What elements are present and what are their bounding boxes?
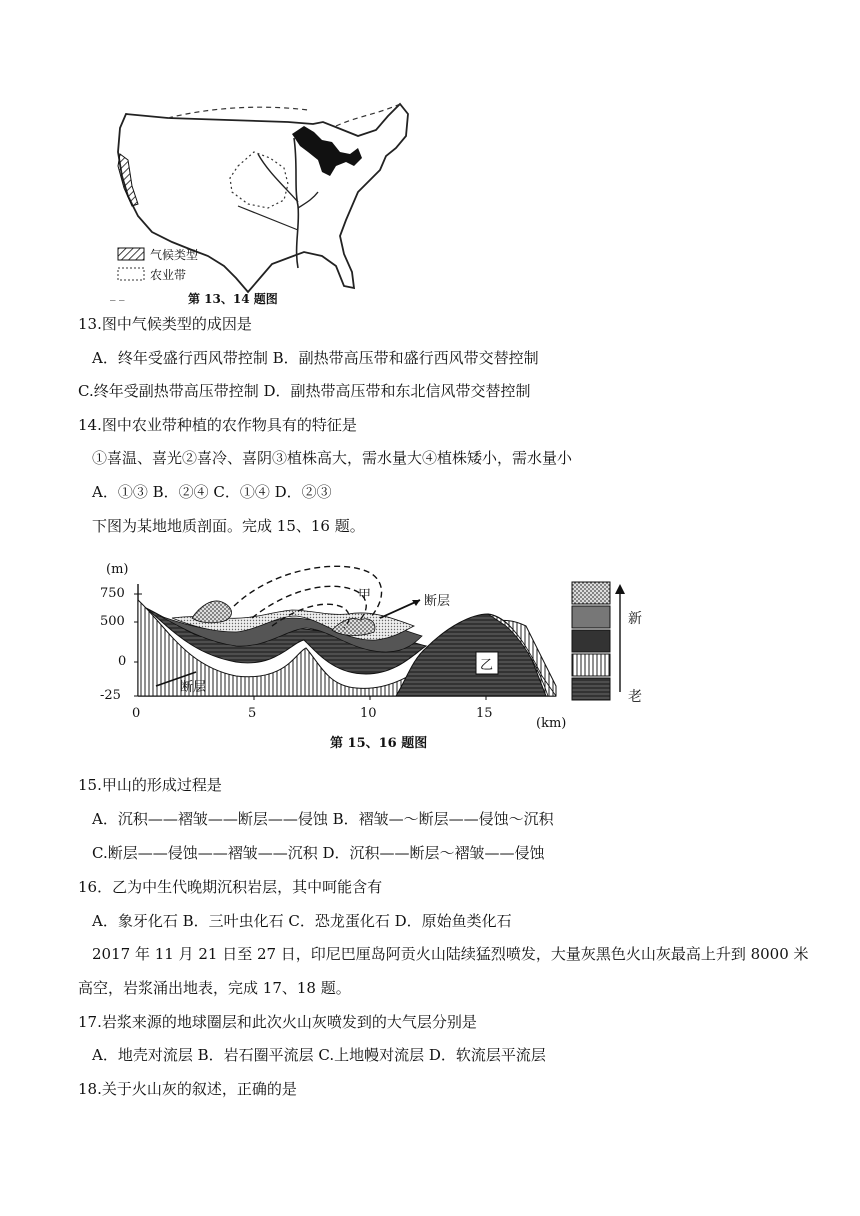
q14-options: A．①③ B．②④ C．①④ D．②③	[92, 483, 332, 501]
y-tick-500: 500	[100, 614, 125, 629]
legend-agri-box	[118, 268, 144, 280]
legend-climate-box	[118, 248, 144, 260]
y-axis-unit: (m)	[106, 562, 129, 577]
legend-rock-5	[572, 678, 610, 700]
legend-agri-label: 农业带	[150, 268, 187, 282]
q15-options-ab: A．沉积——褶皱——断层——侵蚀 B．褶皱—～断层——侵蚀～沉积	[92, 810, 554, 828]
q17-options: A．地壳对流层 B．岩石圈平流层 C.上地幔对流层 D．软流层平流层	[92, 1046, 546, 1064]
q15-options-cd: C.断层——侵蚀——褶皱——沉积 D．沉积——断层～褶皱——侵蚀	[92, 844, 545, 862]
x-tick-0: 0	[132, 706, 141, 721]
q13-stem: 13.图中气候类型的成因是	[78, 315, 252, 333]
intro-17-18-line1: 2017 年 11 月 21 日至 27 日，印尼巴厘岛阿贡火山陆续猛烈喷发，大量灰黑色火山灰最高上升到 8000 米	[92, 945, 809, 963]
q15-stem: 15.甲山的形成过程是	[78, 776, 222, 794]
q16-options: A．象牙化石 B．三叶虫化石 C．恐龙蛋化石 D．原始鱼类化石	[92, 912, 512, 930]
x-tick-10: 10	[360, 706, 377, 721]
dash-mark: _ _	[110, 288, 125, 301]
label-yi: 乙	[480, 658, 494, 673]
q16-stem: 16．乙为中生代晚期沉积岩层，其中呵能含有	[78, 878, 383, 896]
q18-stem: 18.关于火山灰的叙述，正确的是	[78, 1080, 297, 1098]
agricultural-belt	[230, 152, 288, 208]
q13-options-ab: A．终年受盛行西风带控制 B．副热带高压带和盛行西风带交替控制	[92, 349, 539, 367]
mississippi-river	[294, 138, 298, 268]
legend-old-label: 老	[628, 689, 642, 705]
y-tick-neg25: -25	[100, 688, 121, 703]
legend-climate-label: 气候类型	[150, 248, 199, 262]
legend-new-label: 新	[628, 611, 642, 627]
climate-strip	[118, 154, 138, 206]
profile-caption: 第 15、16 题图	[330, 736, 428, 751]
q14-features: ①喜温、喜光②喜冷、喜阴③植株高大，需水量大④植株矮小，需水量小	[92, 449, 573, 467]
map-caption: 第 13、14 题图	[188, 292, 278, 306]
y-tick-750: 750	[100, 586, 125, 601]
legend-rock-2	[572, 606, 610, 628]
x-tick-5: 5	[248, 706, 257, 721]
intro-15-16: 下图为某地地质剖面。完成 15、16 题。	[92, 517, 365, 535]
legend-rock-4	[572, 654, 610, 676]
q13-options-cd: C.终年受副热带高压带控制 D．副热带高压带和东北信风带交替控制	[78, 382, 531, 400]
label-fault-bottom: 断层	[180, 680, 207, 695]
q14-stem: 14.图中农业带种植的农作物具有的特征是	[78, 416, 357, 434]
y-tick-0: 0	[118, 654, 127, 669]
x-axis-unit: (km)	[536, 716, 567, 731]
geologic-profile-figure	[96, 556, 660, 756]
x-tick-15: 15	[476, 706, 493, 721]
label-jia: 甲	[358, 588, 372, 603]
q17-stem: 17.岩浆来源的地球圈层和此次火山灰喷发到的大气层分别是	[78, 1013, 477, 1031]
label-fault-top: 断层	[424, 594, 451, 609]
legend-rock-1	[572, 582, 610, 604]
usa-outline	[118, 104, 408, 292]
layer-new-left	[192, 601, 232, 623]
legend-rock-3	[572, 630, 610, 652]
geologic-profile-illustration	[96, 556, 660, 756]
usa-map-figure	[108, 96, 420, 306]
intro-17-18-line2: 高空，岩浆涌出地表，完成 17、18 题。	[78, 979, 351, 997]
